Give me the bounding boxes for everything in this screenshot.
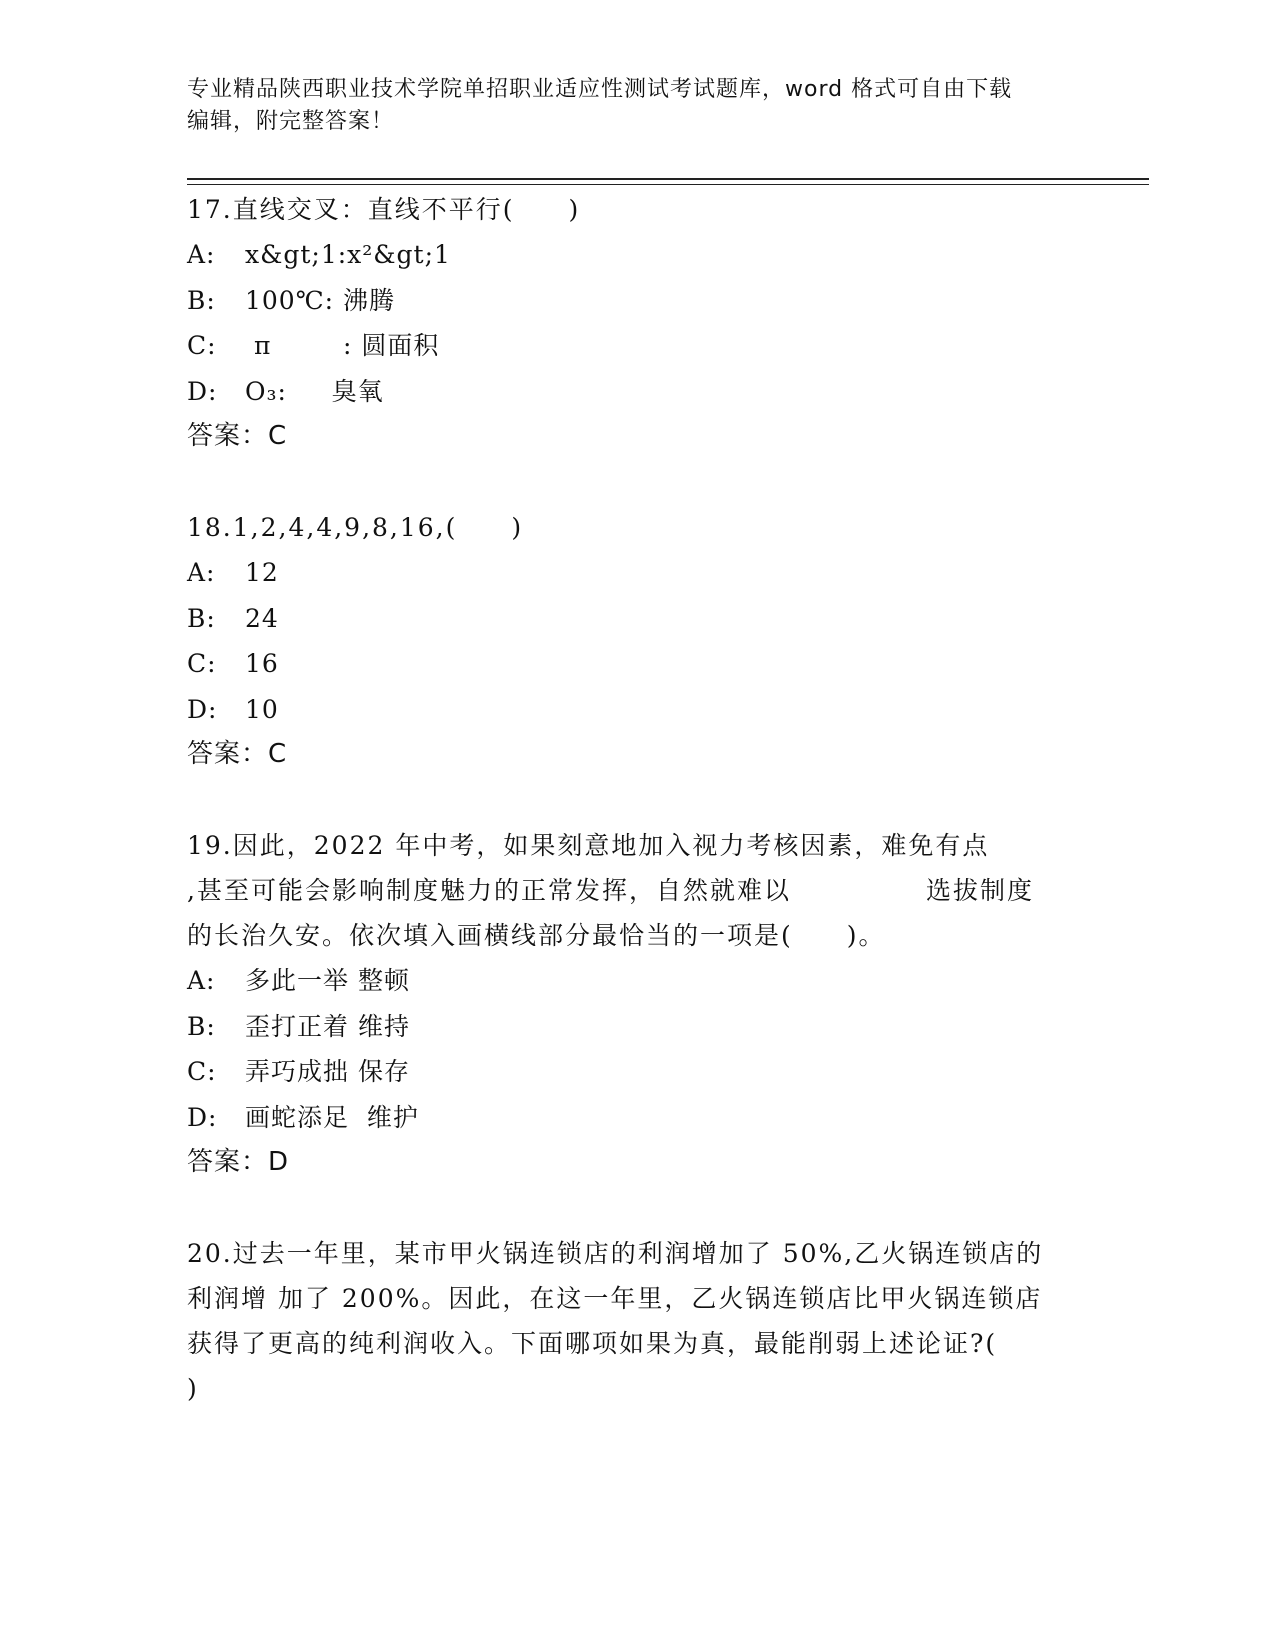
question-stem: 17.直线交叉：直线不平行( ): [187, 195, 581, 224]
option-letter: A:: [187, 966, 216, 995]
option-letter: B:: [187, 603, 216, 633]
option-text: 100℃: 沸腾: [245, 285, 396, 315]
stem-line: ,甚至可能会影响制度魅力的正常发挥，自然就难以 选拔制度: [187, 876, 1034, 905]
stem-line: 19.因此，2022 年中考，如果刻意地加入视力考核因素，难免有点: [187, 831, 990, 860]
option-letter: B:: [187, 285, 216, 315]
option-letter: A:: [187, 558, 216, 587]
answer-line: 答案：D: [187, 1147, 290, 1177]
option-text: 歪打正着 维持: [245, 1011, 410, 1041]
option-text: O₃: 臭氧: [245, 376, 384, 406]
option-letter: D:: [187, 694, 218, 724]
option-text: π : 圆面积: [245, 331, 440, 360]
option-text: 10: [245, 694, 279, 724]
question-20: [187, 1231, 1087, 1411]
option-c: [187, 1049, 1087, 1095]
stem-line: 利润增 加了 200%。因此，在这一年里，乙火锅连锁店比甲火锅连锁店: [187, 1284, 1043, 1313]
option-c: [187, 641, 1087, 687]
option-letter: C:: [187, 331, 217, 360]
option-text: 12: [245, 558, 279, 587]
option-text: x&gt;1:x²&gt;1: [245, 240, 451, 269]
header-divider-thin: [187, 184, 1149, 185]
option-c: [187, 323, 1087, 369]
option-letter: C:: [187, 649, 217, 678]
option-d: [187, 687, 1087, 733]
option-text: 24: [245, 603, 279, 633]
option-text: 画蛇添足 维护: [245, 1102, 419, 1132]
stem-line: 的长治久安。依次填入画横线部分最恰当的一项是( )。: [187, 921, 886, 950]
page-header: [187, 74, 1087, 138]
option-letter: C:: [187, 1057, 217, 1086]
option-b: [187, 278, 1087, 324]
option-b: [187, 596, 1087, 642]
option-letter: A:: [187, 240, 216, 269]
question-18: [187, 505, 1087, 777]
option-letter: D:: [187, 1102, 218, 1132]
stem-line: 获得了更高的纯利润收入。下面哪项如果为真，最能削弱上述论证?(: [187, 1329, 998, 1358]
stem-line: 20.过去一年里，某市甲火锅连锁店的利润增加了 50%,乙火锅连锁店的: [187, 1239, 1044, 1268]
question-stem: [187, 823, 1087, 958]
option-text: 弄巧成拙 保存: [245, 1057, 410, 1086]
header-line-1: 专业精品陕西职业技术学院单招职业适应性测试考试题库，word 格式可自由下载: [187, 77, 1013, 102]
option-a: [187, 550, 1087, 596]
option-d: [187, 369, 1087, 415]
question-stem: [187, 1231, 1087, 1411]
stem-line: ): [187, 1374, 199, 1403]
option-letter: D:: [187, 376, 218, 406]
option-b: [187, 1004, 1087, 1050]
option-letter: B:: [187, 1011, 216, 1041]
header-line-2: 编辑，附完整答案！: [187, 109, 395, 134]
option-text: 16: [245, 649, 279, 678]
answer-line: 答案：C: [187, 421, 288, 451]
header-divider-thick: [187, 178, 1149, 180]
question-19: [187, 823, 1087, 1185]
option-d: [187, 1095, 1087, 1141]
option-a: [187, 958, 1087, 1004]
answer-line: 答案：C: [187, 739, 288, 769]
option-text: 多此一举 整顿: [245, 966, 410, 995]
question-17: [187, 187, 1087, 459]
option-a: [187, 232, 1087, 278]
question-stem: 18.1,2,4,4,9,8,16,( ): [187, 513, 524, 542]
